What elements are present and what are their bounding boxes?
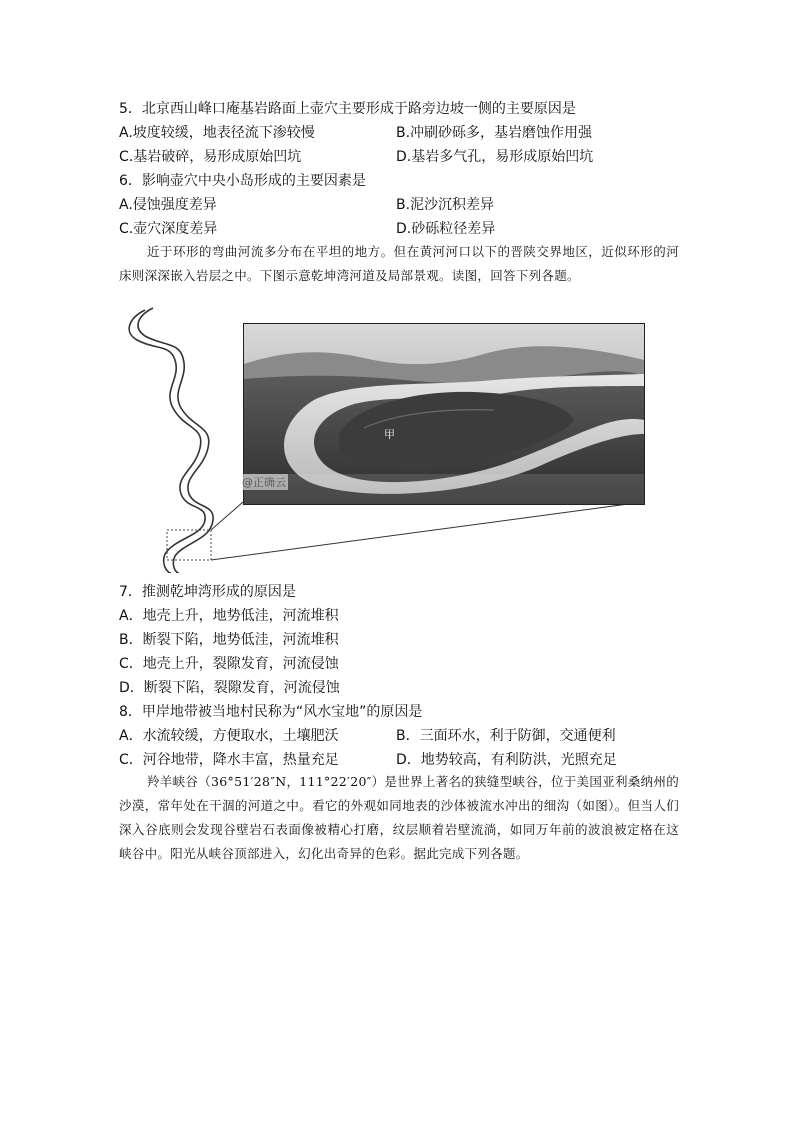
q6-option-b: B.泥沙沉积差异	[396, 197, 495, 213]
q6-option-c: C.壶穴深度差异	[119, 221, 218, 237]
q7-option-d: D．断裂下陷，裂隙发育，河流侵蚀	[119, 680, 340, 696]
q8-option-b: B．三面环水，利于防御，交通便利	[396, 728, 616, 744]
q6-option-d: D.砂砾粒径差异	[396, 221, 496, 237]
intro-paragraph-antelope-canyon: 羚羊峡谷（36°51′28″N，111°22′20″）是世界上著名的狭缝型峡谷，位于美国亚利桑纳州的沙漠，常年处在干涸的河道之中。看它的外观如同地表的沙体被流水冲出的细沟（如图）。但当人们深入谷底则会发现谷壁岩石表面像被精心打磨，纹层顺着岩壁流淌，如同万年前的波浪被定格在这峡谷中。阳光从峡谷顶部进入，幻化出奇异的色彩。据此完成下列各题。	[119, 774, 679, 861]
photo-label-jia: 甲	[384, 428, 395, 441]
q5-option-a: A.坡度较缓，地表径流下渗较慢	[119, 125, 315, 141]
landscape-illustration	[244, 324, 644, 504]
connector-line-top	[211, 502, 243, 530]
q5-stem: 5．北京西山峰口庵基岩路面上壶穴主要形成于路旁边坡一侧的主要原因是	[119, 101, 576, 117]
q7-option-a: A．地壳上升，地势低洼，河流堆积	[119, 608, 339, 624]
q8-stem: 8．甲岸地带被当地村民称为“风水宝地”的原因是	[119, 704, 423, 720]
q5-option-c: C.基岩破碎，易形成原始凹坑	[119, 149, 302, 165]
q7-option-b: B．断裂下陷，地势低洼，河流堆积	[119, 632, 339, 648]
q7-option-c: C．地壳上升，裂隙发育，河流侵蚀	[119, 656, 339, 672]
q5-option-d: D.基岩多气孔，易形成原始凹坑	[396, 149, 594, 165]
q6-stem: 6．影响壶穴中央小岛形成的主要因素是	[119, 173, 366, 189]
q8-option-c: C．河谷地带，降水丰富，热量充足	[119, 752, 339, 768]
q8-option-a: A．水流较缓，方便取水，土壤肥沃	[119, 728, 339, 744]
watermark-label: @正确云	[242, 476, 286, 489]
river-channel-inner	[138, 308, 213, 573]
q8-option-d: D．地势较高，有利防洪，光照充足	[396, 752, 617, 768]
q5-option-b: B.冲刷砂砾多，基岩磨蚀作用强	[396, 125, 593, 141]
q6-option-a: A.侵蚀强度差异	[119, 197, 217, 213]
foreground-haze	[244, 474, 644, 504]
intro-paragraph-qiankunwan: 近于环形的弯曲河流多分布在平坦的地方。但在黄河河口以下的晋陕交界地区，近似环形的河床则深深嵌入岩层之中。下图示意乾坤湾河道及局部景观。读图，回答下列各题。	[119, 244, 679, 283]
q7-stem: 7．推测乾坤湾形成的原因是	[119, 584, 296, 600]
connector-line-bottom	[211, 502, 643, 560]
qiankunwan-photo	[243, 323, 645, 505]
